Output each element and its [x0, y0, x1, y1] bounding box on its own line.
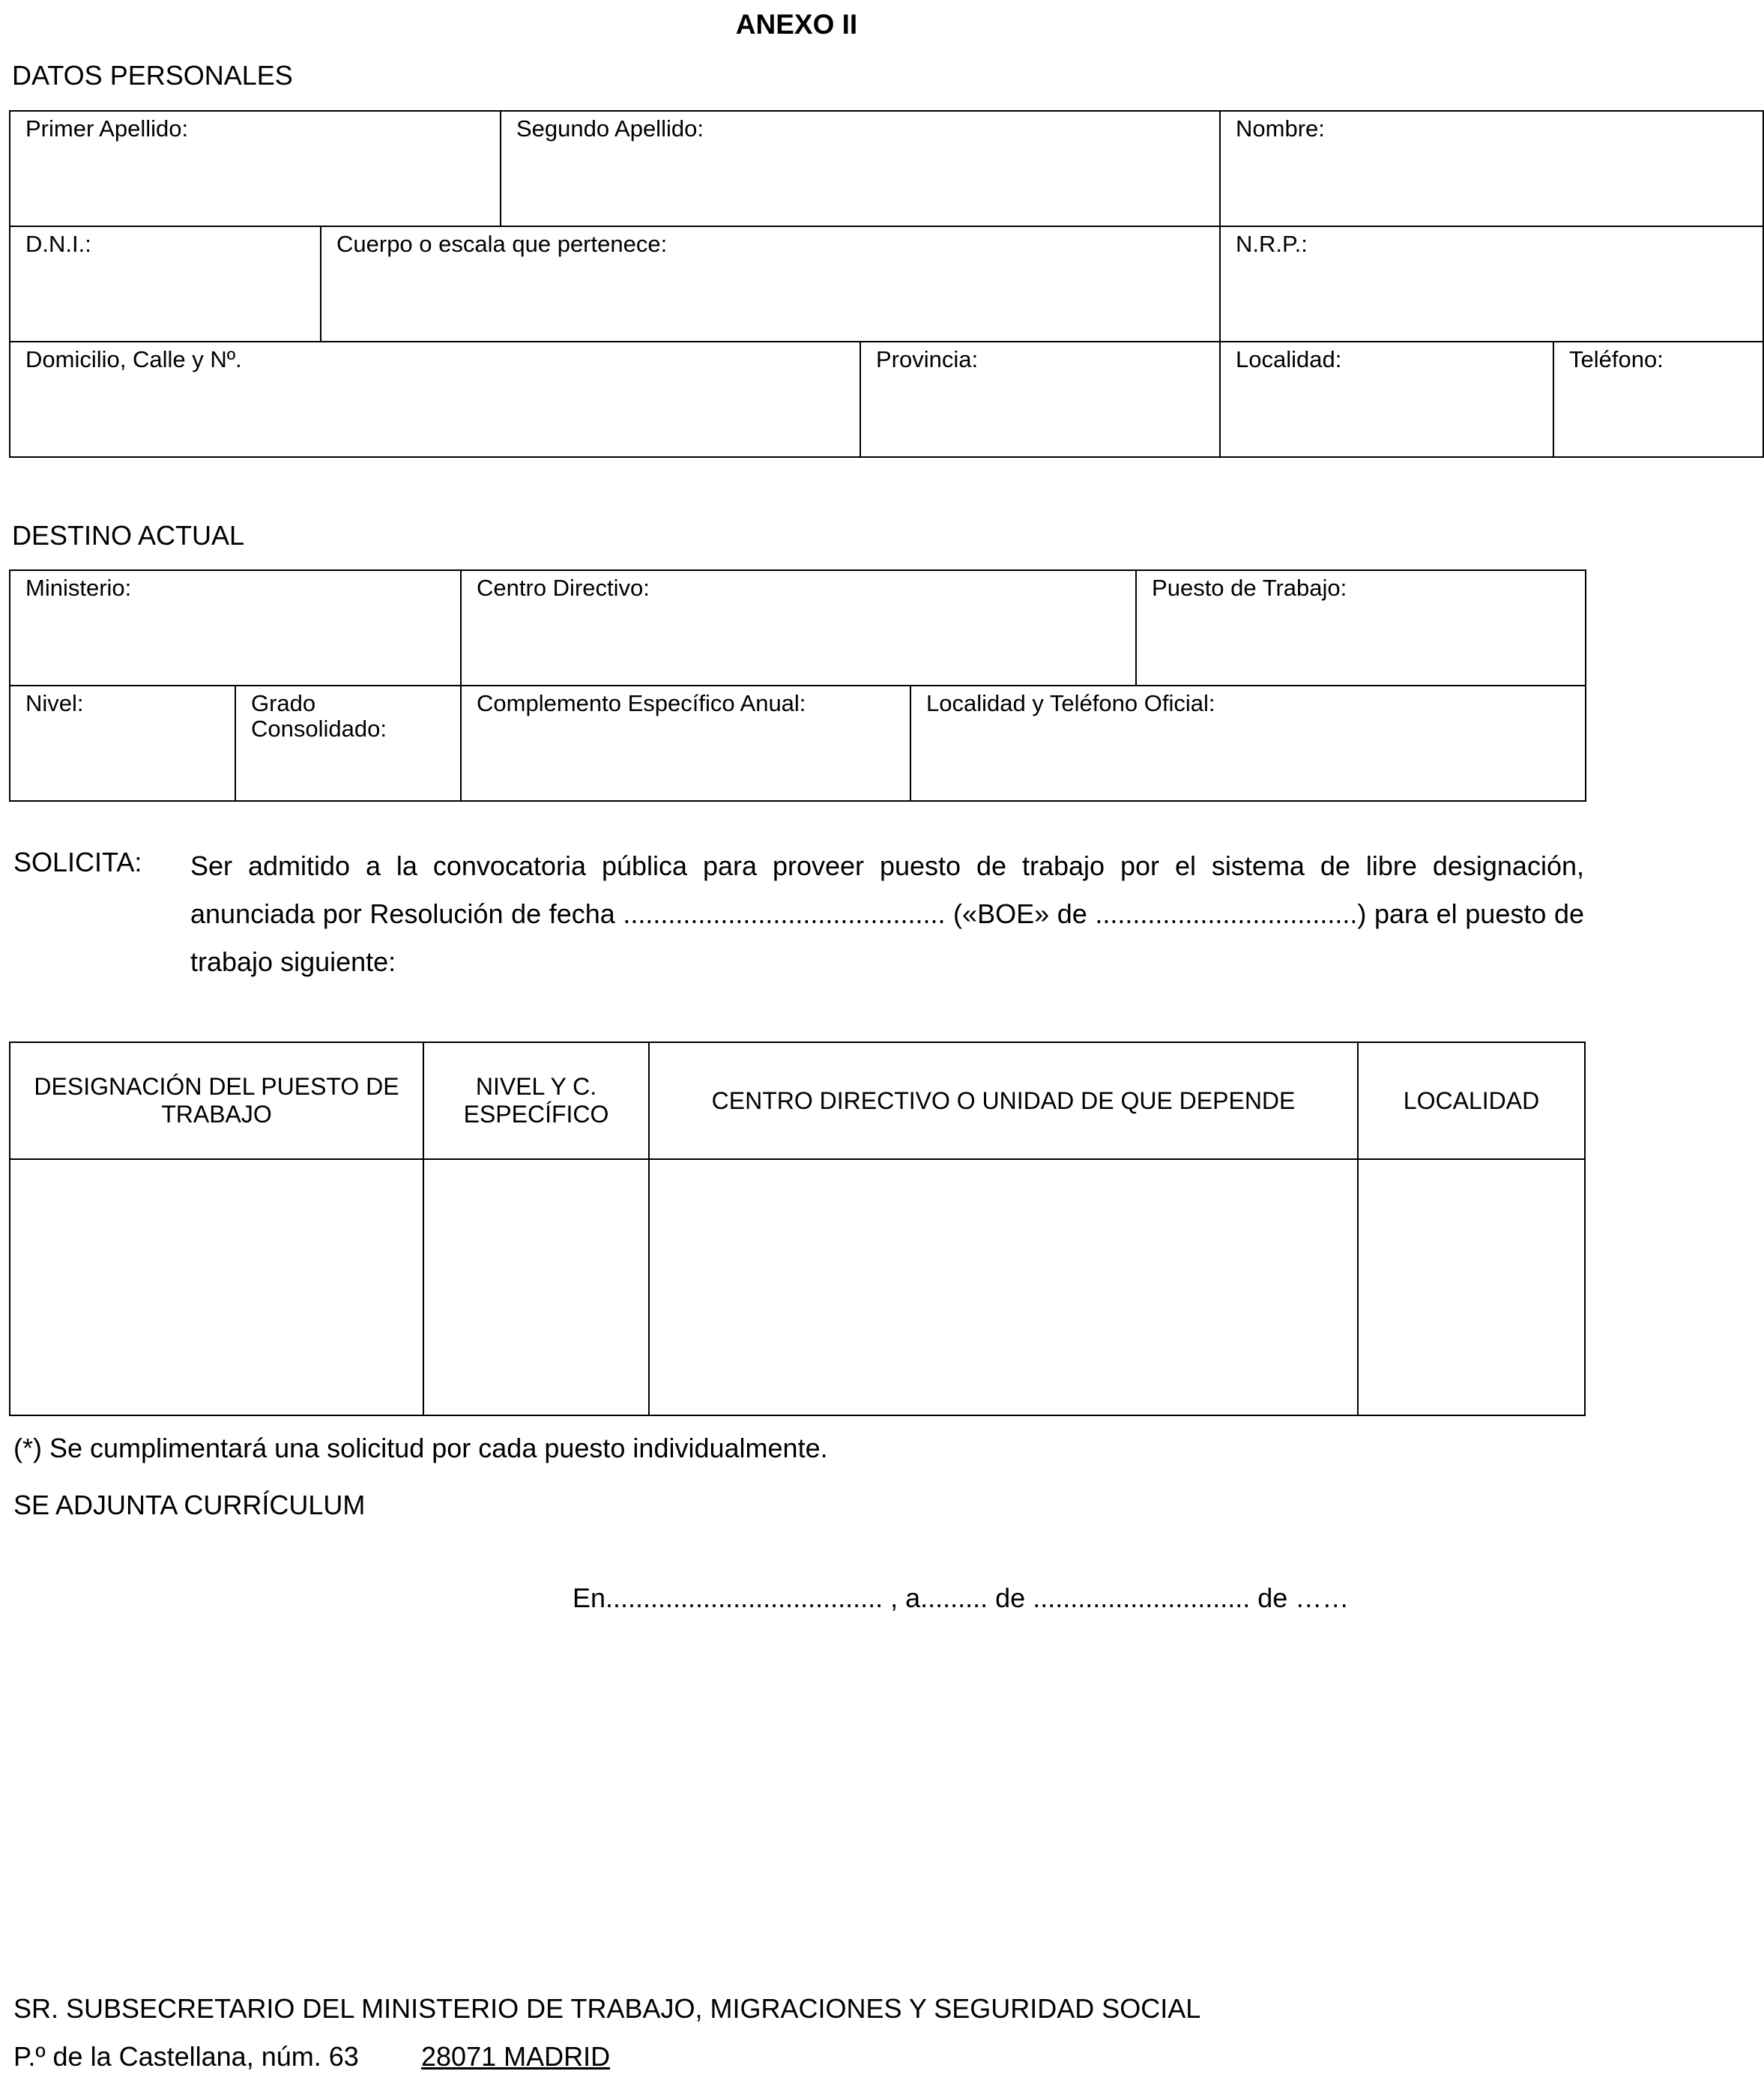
cell-nivel[interactable]	[423, 1159, 649, 1415]
header-localidad: LOCALIDAD	[1358, 1042, 1585, 1159]
postal-code: 28071 MADRID	[421, 2041, 611, 2072]
field-puesto-trabajo[interactable]	[1136, 570, 1586, 686]
adjunta-curriculum: SE ADJUNTA CURRÍCULUM	[13, 1490, 366, 1520]
label-nivel: Nivel:	[25, 690, 84, 716]
field-telefono[interactable]	[1553, 342, 1763, 457]
label-ministerio: Ministerio:	[25, 575, 132, 601]
field-nivel[interactable]	[10, 686, 235, 801]
field-domicilio[interactable]	[10, 342, 860, 457]
header-designacion: DESIGNACIÓN DEL PUESTO DE TRABAJO	[10, 1042, 423, 1159]
cell-designacion[interactable]	[10, 1159, 423, 1415]
destino-actual-table	[9, 569, 1586, 802]
label-dni: D.N.I.:	[25, 231, 91, 257]
label-grado-line1: Grado	[251, 690, 316, 716]
datos-personales-table	[9, 110, 1764, 458]
field-nombre[interactable]	[1220, 111, 1763, 226]
field-grado-consolidado[interactable]	[235, 686, 461, 801]
label-nombre: Nombre:	[1236, 115, 1325, 142]
cell-centro-directivo[interactable]	[649, 1159, 1358, 1415]
solicita-text: Ser admitido a la convocatoria pública para proveer puesto de trabajo por el sistema de libre designación, anunciada por Resolución de fecha ........................................... («BOE» de ...................................) para el puesto de trabajo siguiente:	[190, 850, 1584, 977]
address: P.º de la Castellana, núm. 63	[13, 2041, 359, 2072]
field-ministerio[interactable]	[10, 570, 461, 686]
field-complemento[interactable]	[461, 686, 910, 801]
section-heading-destino-actual: DESTINO ACTUAL	[12, 520, 245, 551]
field-localidad[interactable]	[1220, 342, 1553, 457]
page-title: ANEXO II	[735, 9, 858, 40]
addressee: SR. SUBSECRETARIO DEL MINISTERIO DE TRABAJO, MIGRACIONES Y SEGURIDAD SOCIAL	[13, 1993, 1201, 2024]
puestos-table	[9, 1041, 1586, 1416]
section-heading-datos-personales: DATOS PERSONALES	[12, 60, 293, 91]
label-grado-line2: Consolidado:	[251, 716, 387, 743]
header-centro-directivo: CENTRO DIRECTIVO O UNIDAD DE QUE DEPENDE	[649, 1042, 1358, 1159]
field-localidad-telefono[interactable]	[910, 686, 1586, 801]
field-segundo-apellido[interactable]	[501, 111, 1220, 226]
place-date-line: En..................................... , a......... de ............................. de ……	[573, 1582, 1350, 1613]
label-localidad: Localidad:	[1236, 346, 1342, 372]
field-centro-directivo[interactable]	[461, 570, 1136, 686]
label-primer-apellido: Primer Apellido:	[25, 115, 189, 142]
footnote: (*) Se cumplimentará una solicitud por cada puesto individualmente.	[13, 1433, 828, 1463]
label-complemento: Complemento Específico Anual:	[477, 690, 806, 716]
header-nivel: NIVEL Y C. ESPECÍFICO	[423, 1042, 649, 1159]
label-puesto-trabajo: Puesto de Trabajo:	[1152, 575, 1347, 601]
label-centro-directivo: Centro Directivo:	[477, 575, 650, 601]
field-cuerpo[interactable]	[321, 226, 1220, 342]
field-dni[interactable]	[10, 226, 321, 342]
label-provincia: Provincia:	[876, 346, 979, 372]
field-primer-apellido[interactable]	[10, 111, 501, 226]
label-segundo-apellido: Segundo Apellido:	[516, 115, 704, 142]
solicita-label: SOLICITA:	[13, 847, 142, 877]
field-provincia[interactable]	[860, 342, 1220, 457]
label-domicilio: Domicilio, Calle y Nº.	[25, 346, 242, 372]
label-cuerpo: Cuerpo o escala que pertenece:	[336, 231, 668, 257]
field-nrp[interactable]	[1220, 226, 1763, 342]
label-telefono: Teléfono:	[1569, 346, 1664, 372]
label-localidad-telefono: Localidad y Teléfono Oficial:	[926, 690, 1215, 716]
cell-localidad[interactable]	[1358, 1159, 1585, 1415]
label-nrp: N.R.P.:	[1236, 231, 1308, 257]
